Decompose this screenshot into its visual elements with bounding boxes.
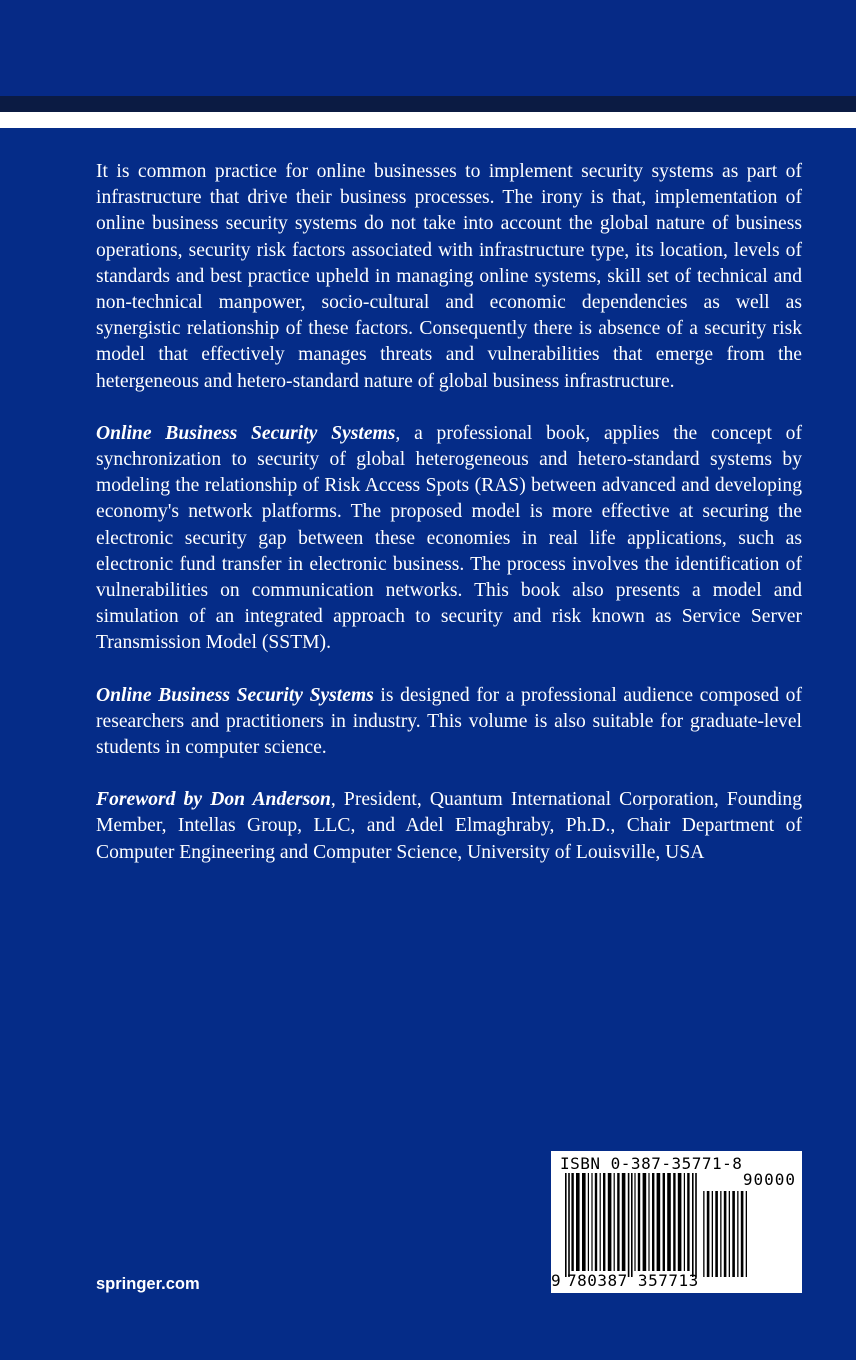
barcode-bar bbox=[657, 1173, 661, 1271]
isbn-number: ISBN 0-387-35771-8 bbox=[560, 1154, 743, 1173]
barcode-bar bbox=[608, 1173, 612, 1271]
barcode-bar bbox=[741, 1191, 744, 1277]
barcode-bar bbox=[720, 1191, 721, 1277]
barcode-bar bbox=[638, 1173, 640, 1271]
barcode-bar bbox=[565, 1173, 567, 1277]
barcode-bar bbox=[684, 1173, 685, 1271]
barcode-bar bbox=[703, 1191, 704, 1277]
publisher-url[interactable]: springer.com bbox=[96, 1275, 200, 1293]
barcode-bar bbox=[614, 1173, 615, 1271]
barcode-bar bbox=[695, 1173, 697, 1277]
barcode-bar bbox=[729, 1191, 730, 1277]
barcode-bar bbox=[648, 1173, 649, 1271]
barcode-addon-digits: 90000 bbox=[742, 1170, 796, 1189]
book-title-emphasis: Online Business Security Systems bbox=[96, 684, 374, 706]
barcode-bar bbox=[603, 1173, 605, 1271]
ean-digits: 780387 357713 bbox=[567, 1271, 699, 1290]
barcode-bar bbox=[746, 1191, 747, 1277]
cover-white-stripe bbox=[0, 112, 856, 128]
barcode-bar bbox=[622, 1173, 626, 1271]
book-title-emphasis: Online Business Security Systems bbox=[96, 422, 396, 444]
blurb-paragraph-4 bbox=[96, 787, 802, 866]
barcode-bar bbox=[737, 1191, 738, 1277]
cover-top-band bbox=[0, 0, 856, 96]
barcode-bar bbox=[634, 1173, 635, 1271]
barcode-bar bbox=[582, 1173, 586, 1271]
ean-first-digit: 9 bbox=[551, 1271, 561, 1290]
barcode-bar bbox=[617, 1173, 619, 1271]
barcode-bar bbox=[678, 1173, 682, 1271]
barcode-bar bbox=[591, 1173, 592, 1271]
barcode-bar bbox=[687, 1173, 689, 1271]
barcode-bar bbox=[715, 1191, 718, 1277]
blurb-paragraph-2-body: , a professional book, applies the concept of synchronization to security of global heterogeneous and hetero-standard systems by modeling the relationship of Risk Access Spots (RAS) between advanced and developing economy's network platforms. The proposed model is more effective at securing the electronic security gap between these economies in real life applications, such as electronic fund transfer in electronic business. The process involves the identification of vulnerabilities on communication networks. This book also presents a model and simulation of an integrated approach to security and risk known as Service Server Transmission Model (SSTM). bbox=[96, 422, 803, 654]
barcode-bar bbox=[595, 1173, 597, 1271]
barcode-bar bbox=[663, 1173, 665, 1271]
barcode-bar bbox=[628, 1173, 630, 1277]
cover-dark-stripe bbox=[0, 96, 856, 112]
foreword-emphasis: Foreword by Don Anderson bbox=[96, 789, 331, 811]
barcode-bar bbox=[588, 1173, 589, 1271]
barcode-bar bbox=[643, 1173, 647, 1271]
barcode-bar bbox=[568, 1173, 570, 1277]
barcode-bar bbox=[692, 1173, 694, 1277]
blurb-paragraph-3-body: is designed for a professional audience composed of researchers and practitioners in industry. This volume is also suitable for graduate-level students in computer science. bbox=[96, 684, 802, 759]
isbn-barcode bbox=[551, 1151, 802, 1293]
barcode-bar bbox=[600, 1173, 601, 1271]
barcode-bar bbox=[667, 1173, 671, 1271]
blurb-paragraph-4-body: , President, Quantum International Corporation, Founding Member, Intellas Group, LLC, and Adel Elmaghraby, Ph.D., Chair Department of Computer Engineering and Computer Science, University of Louisville, USA bbox=[96, 789, 802, 863]
barcode-bar bbox=[576, 1173, 580, 1271]
blurb-paragraph-2 bbox=[96, 421, 802, 657]
blurb-paragraph-1: It is common practice for online businesses to implement security systems as part of infrastructure that drive their business processes. The irony is that, implementation of online business security systems do not take into account the global nature of business operations, security risk factors associated with infrastructure type, its location, levels of standards and best practice upheld in managing online systems, skill set of technical and non-technical manpower, socio-cultural and economic dependencies as well as synergistic relationship of these factors. Consequently there is absence of a security risk model that effectively manages threats and vulnerabilities that emerge from the hetergeneous and hetero-standard nature of global business infrastructure. bbox=[96, 161, 802, 392]
blurb-paragraph-3 bbox=[96, 683, 802, 762]
barcode-bar bbox=[571, 1173, 573, 1271]
barcode-bar bbox=[673, 1173, 675, 1271]
barcode-bar bbox=[724, 1191, 727, 1277]
blurb-text bbox=[96, 159, 802, 892]
barcode-bar bbox=[712, 1191, 713, 1277]
barcode-bar bbox=[631, 1173, 633, 1277]
barcode-bar bbox=[652, 1173, 654, 1271]
barcode-bar bbox=[732, 1191, 735, 1277]
barcode-bar bbox=[707, 1191, 710, 1277]
